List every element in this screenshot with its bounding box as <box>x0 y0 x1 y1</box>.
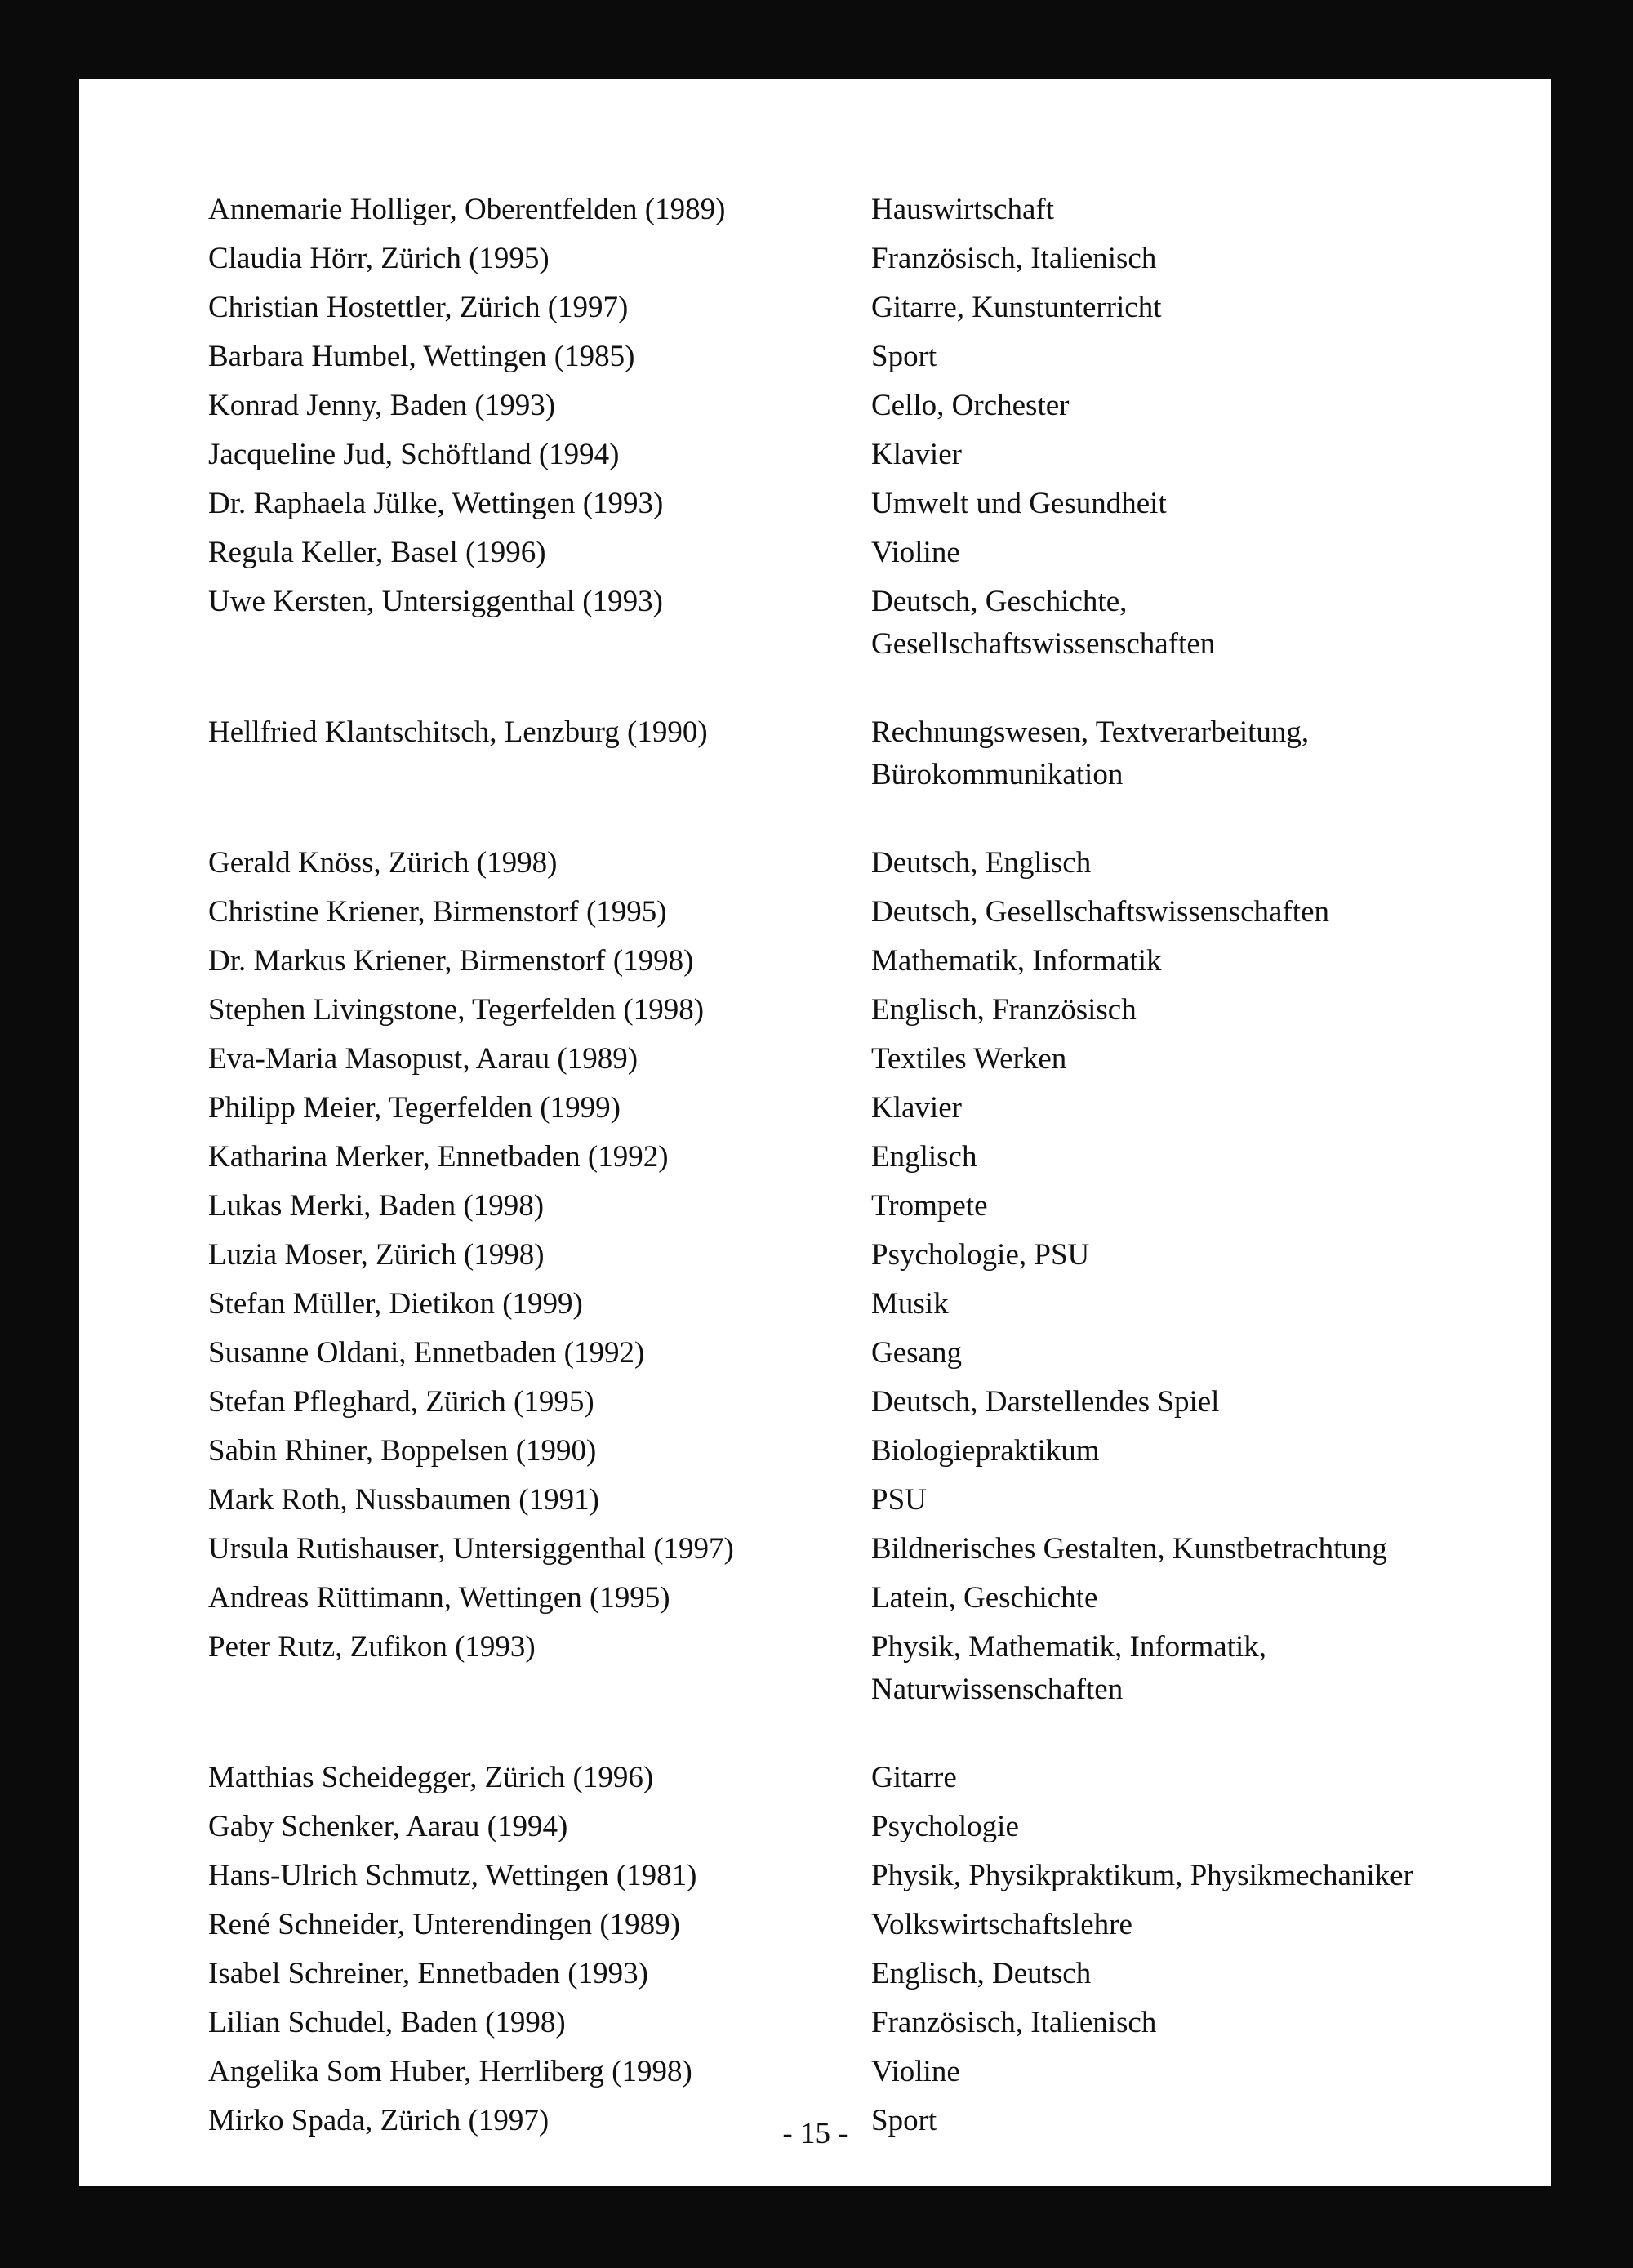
teacher-subjects <box>871 1851 1547 1897</box>
list-item <box>208 185 1547 234</box>
list-item <box>208 1329 1547 1378</box>
teacher-subjects <box>871 479 1547 525</box>
page-number: - 15 - <box>782 2117 848 2150</box>
teacher-name: Mark Roth, Nussbaumen (1991) <box>208 1483 599 1517</box>
teacher-subjects <box>871 430 1547 476</box>
teacher-list <box>208 185 1547 2145</box>
subject-line: Psychologie, PSU <box>871 1238 1090 1272</box>
teacher-subjects <box>871 234 1547 280</box>
subject-line: Bildnerisches Gestalten, Kunstbetrachtung <box>871 1532 1387 1566</box>
teacher-name: Claudia Hörr, Zürich (1995) <box>208 242 550 275</box>
teacher-subjects <box>871 1525 1547 1571</box>
list-item <box>208 577 1547 666</box>
subject-line: Deutsch, Englisch <box>871 846 1092 880</box>
teacher-name: Luzia Moser, Zürich (1998) <box>208 1238 545 1272</box>
subject-line: Gesang <box>871 1336 962 1370</box>
subject-line: Sport <box>871 2104 937 2137</box>
list-item <box>208 528 1547 577</box>
teacher-subjects <box>871 1182 1547 1228</box>
teacher-name: Mirko Spada, Zürich (1997) <box>208 2104 550 2137</box>
list-item <box>208 1998 1547 2047</box>
teacher-name: Andreas Rüttimann, Wettingen (1995) <box>208 1581 670 1615</box>
teacher-name: Hans-Ulrich Schmutz, Wettingen (1981) <box>208 1859 697 1892</box>
list-item <box>208 283 1547 332</box>
teacher-name: Ursula Rutishauser, Untersiggenthal (1997) <box>208 1532 734 1566</box>
list-item <box>208 1182 1547 1231</box>
list-item <box>208 888 1547 937</box>
list-item <box>208 937 1547 986</box>
list-item <box>208 839 1547 888</box>
subject-line: Französisch, Italienisch <box>871 242 1157 275</box>
list-item <box>208 2047 1547 2096</box>
teacher-name: Isabel Schreiner, Ennetbaden (1993) <box>208 1957 648 1990</box>
subject-line: Cello, Orchester <box>871 389 1070 422</box>
teacher-subjects <box>871 528 1547 574</box>
teacher-subjects <box>871 708 1547 796</box>
subject-line: Rechnungswesen, Textverarbeitung, <box>871 715 1310 749</box>
teacher-subjects <box>871 185 1547 231</box>
list-item <box>208 1084 1547 1133</box>
teacher-name: Matthias Scheidegger, Zürich (1996) <box>208 1761 654 1794</box>
subject-line: Physik, Mathematik, Informatik, <box>871 1630 1267 1664</box>
teacher-name: Lilian Schudel, Baden (1998) <box>208 2006 566 2039</box>
teacher-subjects <box>871 1133 1547 1179</box>
subject-line: Textiles Werken <box>871 1042 1067 1076</box>
teacher-name: Susanne Oldani, Ennetbaden (1992) <box>208 1336 645 1370</box>
subject-line: Hauswirtschaft <box>871 193 1054 226</box>
subject-line: PSU <box>871 1483 927 1517</box>
teacher-subjects <box>871 1900 1547 1946</box>
teacher-subjects <box>871 1949 1547 1995</box>
list-item <box>208 234 1547 283</box>
teacher-subjects <box>871 2047 1547 2093</box>
subject-line: Physik, Physikpraktikum, Physikmechaniker <box>871 1859 1413 1892</box>
subject-line: Musik <box>871 1287 949 1321</box>
list-item <box>208 381 1547 430</box>
subject-line: Latein, Geschichte <box>871 1581 1098 1615</box>
teacher-subjects <box>871 1574 1547 1620</box>
list-item <box>208 1753 1547 1802</box>
teacher-subjects <box>871 839 1547 884</box>
subject-line: Deutsch, Darstellendes Spiel <box>871 1385 1220 1419</box>
teacher-name: Eva-Maria Masopust, Aarau (1989) <box>208 1042 639 1076</box>
document-page <box>79 79 1551 2186</box>
subject-line: Umwelt und Gesundheit <box>871 487 1167 520</box>
list-item <box>208 1574 1547 1623</box>
teacher-name: Stefan Pfleghard, Zürich (1995) <box>208 1385 594 1419</box>
teacher-name: Christian Hostettler, Zürich (1997) <box>208 291 629 324</box>
teacher-name: Uwe Kersten, Untersiggenthal (1993) <box>208 585 663 618</box>
list-item <box>208 1427 1547 1476</box>
list-item <box>208 1231 1547 1280</box>
teacher-subjects <box>871 1084 1547 1130</box>
teacher-name: Stefan Müller, Dietikon (1999) <box>208 1287 583 1321</box>
teacher-subjects <box>871 1427 1547 1473</box>
teacher-name: Regula Keller, Basel (1996) <box>208 536 546 569</box>
list-item <box>208 1851 1547 1900</box>
subject-line: Englisch, Deutsch <box>871 1957 1092 1990</box>
teacher-name: Gerald Knöss, Zürich (1998) <box>208 846 558 880</box>
subject-line: Mathematik, Informatik <box>871 944 1162 978</box>
teacher-subjects <box>871 1035 1547 1081</box>
subject-line: Biologiepraktikum <box>871 1434 1100 1468</box>
subject-line: Klavier <box>871 438 962 471</box>
subject-line: Gesellschaftswissenschaften <box>871 627 1216 661</box>
list-item <box>208 708 1547 796</box>
list-item <box>208 986 1547 1035</box>
teacher-subjects <box>871 283 1547 329</box>
teacher-subjects <box>871 332 1547 378</box>
teacher-name: Katharina Merker, Ennetbaden (1992) <box>208 1140 669 1174</box>
teacher-name: Annemarie Holliger, Oberentfelden (1989) <box>208 193 726 226</box>
teacher-subjects <box>871 1998 1547 2044</box>
teacher-name: Philipp Meier, Tegerfelden (1999) <box>208 1091 621 1125</box>
teacher-name: Jacqueline Jud, Schöftland (1994) <box>208 438 620 471</box>
subject-line: Violine <box>871 536 960 569</box>
subject-line: Trompete <box>871 1189 988 1223</box>
teacher-name: Christine Kriener, Birmenstorf (1995) <box>208 895 667 929</box>
subject-line: Englisch, Französisch <box>871 993 1137 1027</box>
teacher-subjects <box>871 888 1547 933</box>
list-item <box>208 1378 1547 1427</box>
subject-line: Sport <box>871 340 937 373</box>
teacher-subjects <box>871 1280 1547 1326</box>
teacher-subjects <box>871 1231 1547 1277</box>
teacher-name: Stephen Livingstone, Tegerfelden (1998) <box>208 993 705 1027</box>
teacher-name: Dr. Raphaela Jülke, Wettingen (1993) <box>208 487 664 520</box>
teacher-subjects <box>871 577 1547 666</box>
list-item <box>208 430 1547 479</box>
teacher-subjects <box>871 937 1547 983</box>
list-item <box>208 1133 1547 1182</box>
subject-line: Französisch, Italienisch <box>871 2006 1157 2039</box>
subject-line: Gitarre, Kunstunterricht <box>871 291 1162 324</box>
subject-line: Bürokommunikation <box>871 758 1124 791</box>
teacher-subjects <box>871 1623 1547 1711</box>
list-item <box>208 1900 1547 1949</box>
list-item <box>208 1035 1547 1084</box>
list-item <box>208 1949 1547 1998</box>
teacher-name: Peter Rutz, Zufikon (1993) <box>208 1630 536 1664</box>
subject-line: Naturwissenschaften <box>871 1673 1124 1706</box>
subject-line: Violine <box>871 2055 960 2088</box>
teacher-subjects <box>871 381 1547 427</box>
teacher-name: Barbara Humbel, Wettingen (1985) <box>208 340 635 373</box>
teacher-name: Hellfried Klantschitsch, Lenzburg (1990) <box>208 715 708 749</box>
subject-line: Psychologie <box>871 1810 1019 1843</box>
subject-line: Gitarre <box>871 1761 957 1794</box>
teacher-name: Konrad Jenny, Baden (1993) <box>208 389 556 422</box>
teacher-name: René Schneider, Unterendingen (1989) <box>208 1908 680 1941</box>
list-item <box>208 332 1547 381</box>
teacher-subjects <box>871 1378 1547 1424</box>
list-item <box>208 1802 1547 1851</box>
list-item <box>208 1623 1547 1711</box>
teacher-name: Dr. Markus Kriener, Birmenstorf (1998) <box>208 944 694 978</box>
list-item <box>208 1476 1547 1525</box>
subject-line: Englisch <box>871 1140 977 1174</box>
teacher-name: Lukas Merki, Baden (1998) <box>208 1189 545 1223</box>
teacher-subjects <box>871 1329 1547 1375</box>
teacher-name: Sabin Rhiner, Boppelsen (1990) <box>208 1434 597 1468</box>
subject-line: Deutsch, Geschichte, <box>871 585 1128 618</box>
teacher-subjects <box>871 1802 1547 1848</box>
list-item <box>208 1525 1547 1574</box>
list-item <box>208 479 1547 528</box>
teacher-subjects <box>871 1753 1547 1799</box>
list-item <box>208 1280 1547 1329</box>
teacher-name: Angelika Som Huber, Herrliberg (1998) <box>208 2055 692 2088</box>
subject-line: Volkswirtschaftslehre <box>871 1908 1132 1941</box>
teacher-name: Gaby Schenker, Aarau (1994) <box>208 1810 568 1843</box>
subject-line: Klavier <box>871 1091 962 1125</box>
teacher-subjects <box>871 1476 1547 1522</box>
teacher-subjects <box>871 986 1547 1032</box>
subject-line: Deutsch, Gesellschaftswissenschaften <box>871 895 1329 929</box>
